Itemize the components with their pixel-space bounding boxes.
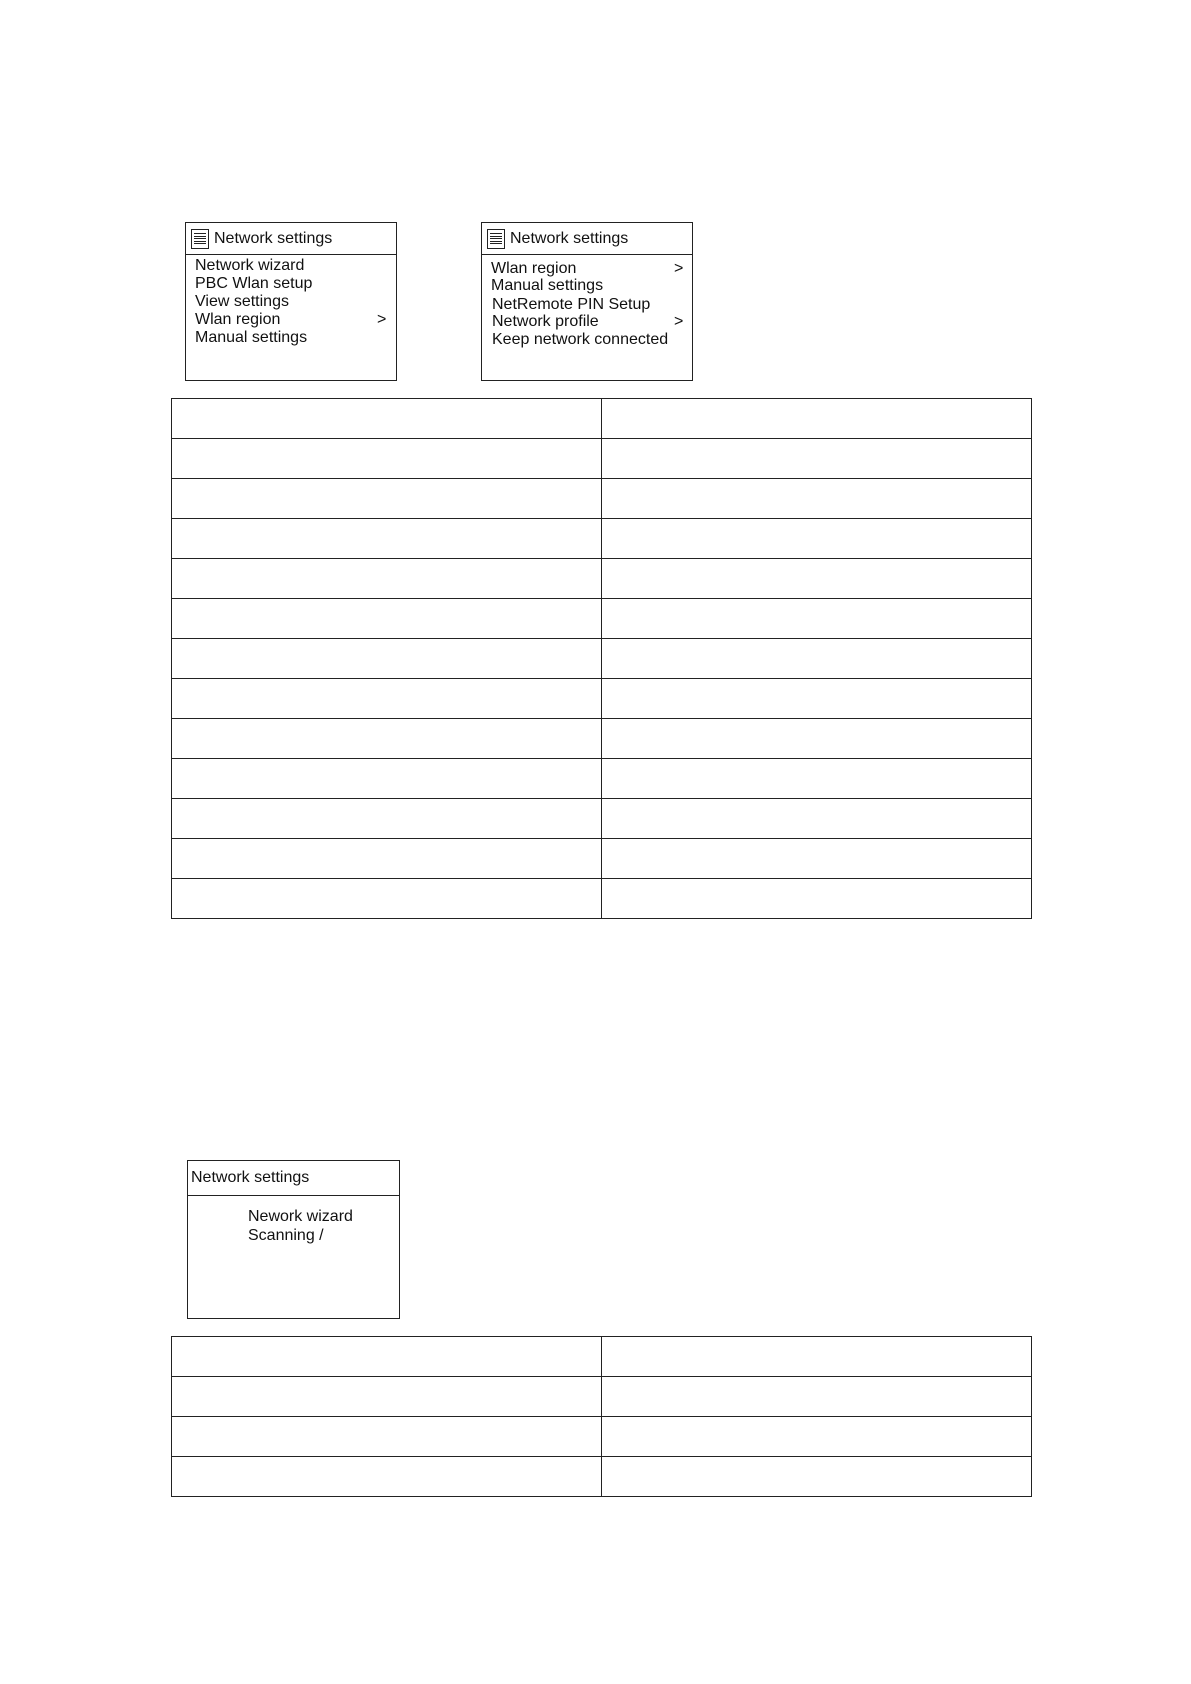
table-cell <box>172 559 602 599</box>
chevron-right-icon: > <box>674 260 684 277</box>
menu-item-wlan-region[interactable] <box>195 311 396 329</box>
table-cell <box>172 719 602 759</box>
chevron-right-icon: > <box>674 313 684 330</box>
menu-item-label: Network profile <box>492 313 599 330</box>
table-row <box>172 759 1032 799</box>
menu-item-label: PBC Wlan setup <box>195 275 313 292</box>
table-row <box>172 479 1032 519</box>
table-row <box>172 599 1032 639</box>
table-cell <box>172 679 602 719</box>
menu-item-label: View settings <box>195 293 289 310</box>
table-row <box>172 399 1032 439</box>
table-cell <box>602 759 1032 799</box>
table-row <box>172 719 1032 759</box>
table-row <box>172 839 1032 879</box>
menu-item-network-wizard[interactable] <box>195 257 396 275</box>
table-row <box>172 1377 1032 1417</box>
menu-item-label: Manual settings <box>195 329 308 346</box>
table-cell <box>602 1417 1032 1457</box>
network-settings-screen-1 <box>185 222 397 381</box>
table-row <box>172 1417 1032 1457</box>
menu-item-wlan-region[interactable] <box>491 260 692 278</box>
table-cell <box>602 599 1032 639</box>
table-cell <box>172 879 602 919</box>
table-cell <box>172 799 602 839</box>
menu-item-label: Manual settings <box>491 277 604 294</box>
table-row <box>172 559 1032 599</box>
screen-header <box>186 223 396 255</box>
table-cell <box>172 599 602 639</box>
table-row <box>172 799 1032 839</box>
table-cell <box>602 1377 1032 1417</box>
table-cell <box>172 1417 602 1457</box>
menu-item-label: Keep network connected <box>492 331 669 348</box>
screen-title: Network settings <box>510 229 629 247</box>
table-cell <box>172 639 602 679</box>
table-cell <box>602 519 1032 559</box>
network-wizard-screen <box>187 1160 400 1319</box>
menu-item-label: Network wizard <box>195 257 305 274</box>
table-cell <box>602 639 1032 679</box>
table-row <box>172 679 1032 719</box>
screen-title: Network settings <box>191 1169 310 1186</box>
table-row <box>172 519 1032 559</box>
table-cell <box>602 1337 1032 1377</box>
table-cell <box>602 439 1032 479</box>
menu-item-netremote-pin-setup[interactable] <box>492 296 692 314</box>
table-cell <box>172 759 602 799</box>
menu-item-manual-settings[interactable] <box>195 329 396 347</box>
table-cell <box>602 799 1032 839</box>
table-cell <box>602 839 1032 879</box>
table-cell <box>172 1457 602 1497</box>
table-cell <box>172 399 602 439</box>
table-cell <box>172 1377 602 1417</box>
menu-item-manual-settings[interactable] <box>491 277 692 295</box>
settings-table-1 <box>171 398 1032 919</box>
network-settings-screen-2 <box>481 222 693 381</box>
table-cell <box>602 479 1032 519</box>
settings-table-2 <box>171 1336 1032 1497</box>
table-cell <box>172 439 602 479</box>
table-cell <box>602 879 1032 919</box>
table-cell <box>172 519 602 559</box>
table-row <box>172 1457 1032 1497</box>
table-cell <box>602 1457 1032 1497</box>
menu-icon <box>191 229 209 249</box>
menu-item-network-profile[interactable] <box>492 313 692 331</box>
menu-item-keep-network-connected[interactable] <box>492 331 692 349</box>
screen-header <box>188 1161 399 1196</box>
screen-title: Network settings <box>214 229 333 247</box>
table-cell <box>602 399 1032 439</box>
table-row <box>172 879 1032 919</box>
menu-icon <box>487 229 505 249</box>
table-cell <box>602 559 1032 599</box>
table-cell <box>172 839 602 879</box>
table-cell <box>172 479 602 519</box>
menu-item-view-settings[interactable] <box>195 293 396 311</box>
table-cell <box>602 679 1032 719</box>
menu-item-label: NetRemote PIN Setup <box>492 296 651 313</box>
menu-item-label: Wlan region <box>195 311 281 328</box>
table-cell <box>602 719 1032 759</box>
chevron-right-icon: > <box>377 311 387 328</box>
menu-item-label: Wlan region <box>491 260 577 277</box>
menu-item-pbc-wlan-setup[interactable] <box>195 275 396 293</box>
wizard-title: Nework wizard <box>248 1208 353 1225</box>
table-row <box>172 1337 1032 1377</box>
table-row <box>172 639 1032 679</box>
table-row <box>172 439 1032 479</box>
screen-header <box>482 223 692 255</box>
scanning-status: Scanning / <box>248 1227 324 1244</box>
table-cell <box>172 1337 602 1377</box>
